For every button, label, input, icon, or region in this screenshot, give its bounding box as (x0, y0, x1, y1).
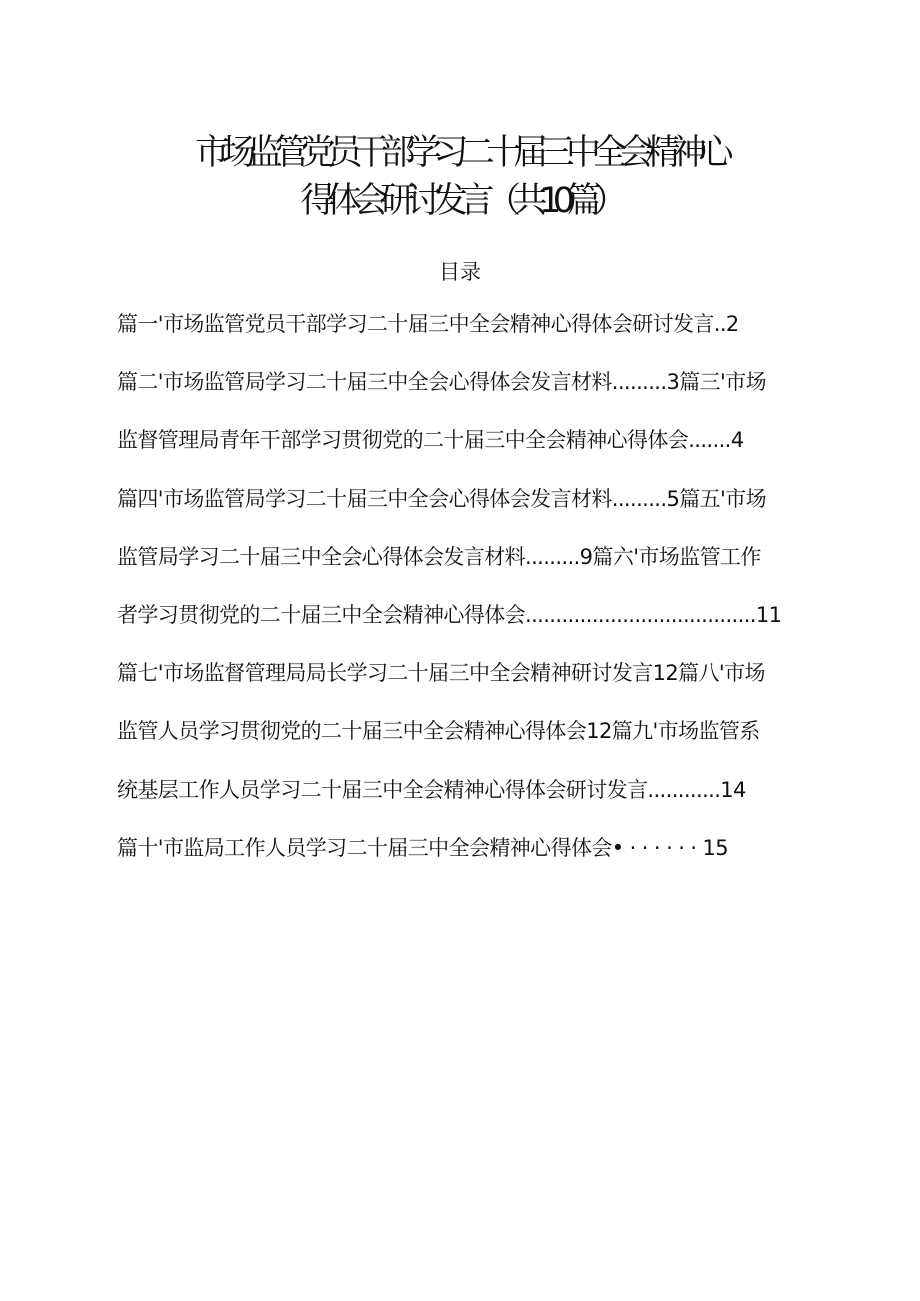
table-of-contents (117, 310, 857, 863)
toc-line: 统基层工作人员学习二十届三中全会精神心得体会研讨发言............14 (117, 777, 746, 802)
toc-line: 监管人员学习贯彻党的二十届三中全会精神心得体会12篇九'市场监管系 (117, 719, 760, 744)
toc-line: 监督管理局青年干部学习贯彻党的二十届三中全会精神心得体会.......4 (117, 428, 744, 453)
toc-line: 篇四'市场监管局学习二十届三中全会心得体会发言材料.........5篇五'市场 (117, 486, 766, 511)
document-title-line-1: 市场监管党员干部学习二十届三中全会精神心 (194, 133, 725, 173)
toc-line: 篇二'市场监管局学习二十届三中全会心得体会发言材料.........3篇三'市场 (117, 370, 766, 395)
toc-line: 篇十'市监局工作人员学习二十届三中全会精神心得体会• · · · · · · 15 (117, 835, 729, 860)
toc-line: 篇一'市场监管党员干部学习二十届三中全会精神心得体会研讨发言..2 (117, 312, 739, 336)
toc-line: 监管局学习二十届三中全会心得体会发言材料.........9篇六'市场监管工作 (117, 544, 761, 569)
toc-heading: 目录 (439, 260, 481, 284)
document-title-line-2: 得体会研讨发言（共10篇） (300, 181, 620, 221)
toc-line: 者学习贯彻党的二十届三中全会精神心得体会......................................11 (117, 602, 782, 627)
toc-line: 篇七'市场监督管理局局长学习二十届三中全会精神研讨发言12篇八'市场 (117, 661, 765, 686)
